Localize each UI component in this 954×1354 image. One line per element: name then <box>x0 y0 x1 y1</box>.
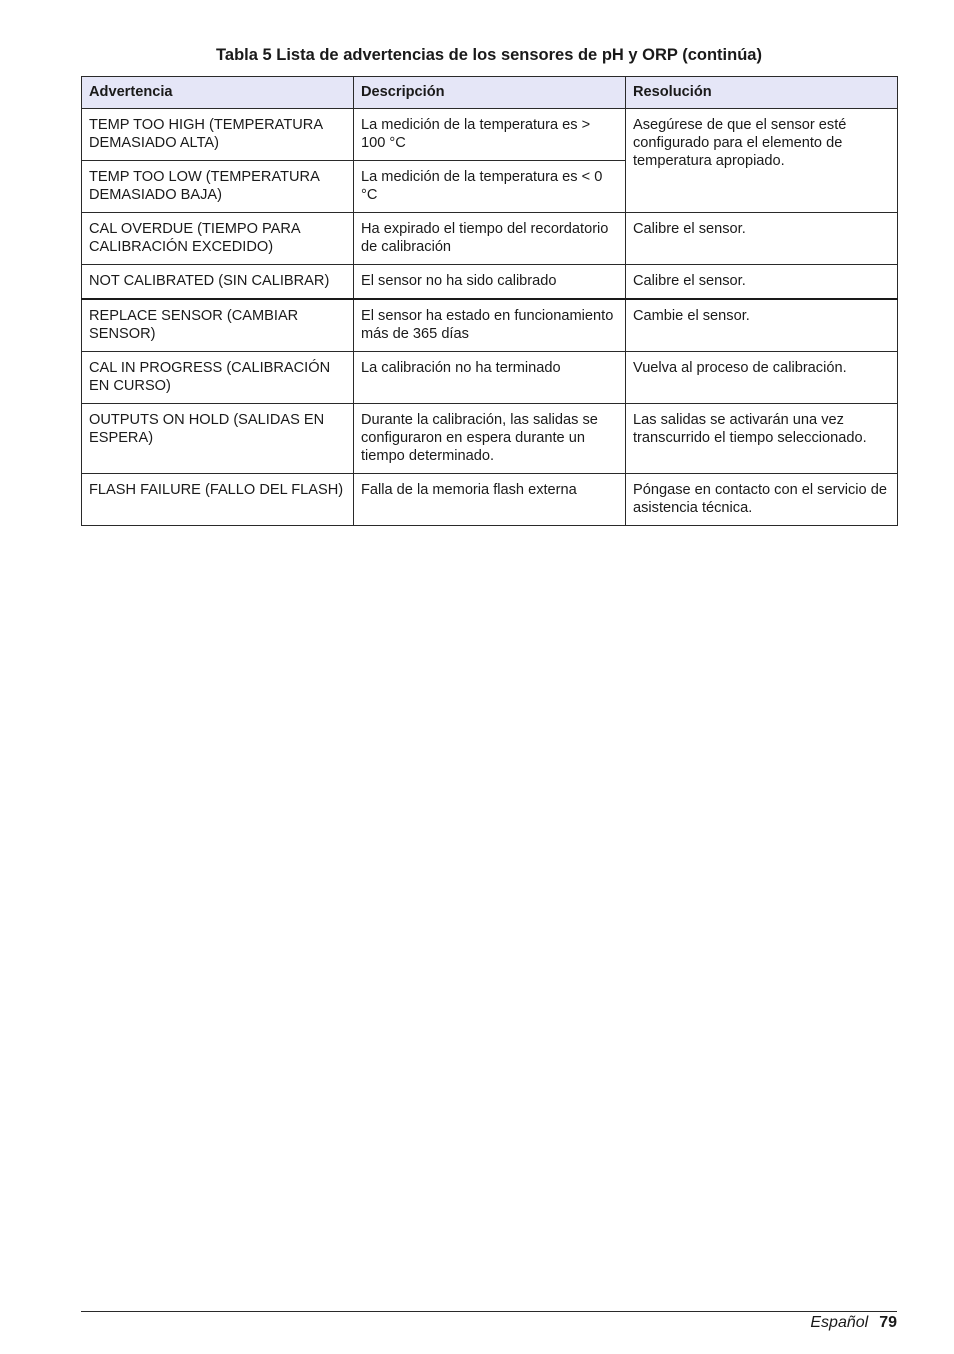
description-cell: Ha expirado el tiempo del recordatorio de calibración <box>354 213 626 265</box>
table-row <box>82 352 898 404</box>
warnings-table <box>81 76 898 526</box>
header-warning: Advertencia <box>82 77 354 109</box>
resolution-cell: Póngase en contacto con el servicio de asistencia técnica. <box>626 474 898 526</box>
description-cell: Durante la calibración, las salidas se configuraron en espera durante un tiempo determinado. <box>354 404 626 474</box>
warning-cell: TEMP TOO LOW (TEMPERATURA DEMASIADO BAJA) <box>82 161 354 213</box>
page-footer <box>810 1313 897 1333</box>
resolution-cell: Calibre el sensor. <box>626 265 898 300</box>
table-title: Tabla 5 Lista de advertencias de los sensores de pH y ORP (continúa) <box>216 46 762 64</box>
warning-cell: FLASH FAILURE (FALLO DEL FLASH) <box>82 474 354 526</box>
warning-cell: NOT CALIBRATED (SIN CALIBRAR) <box>82 265 354 300</box>
resolution-cell: Cambie el sensor. <box>626 299 898 352</box>
resolution-cell: Asegúrese de que el sensor esté configurado para el elemento de temperatura apropiado. <box>626 109 898 213</box>
warning-cell: REPLACE SENSOR (CAMBIAR SENSOR) <box>82 299 354 352</box>
description-cell: La medición de la temperatura es < 0 °C <box>354 161 626 213</box>
warning-cell: CAL IN PROGRESS (CALIBRACIÓN EN CURSO) <box>82 352 354 404</box>
warning-cell: CAL OVERDUE (TIEMPO PARA CALIBRACIÓN EXCEDIDO) <box>82 213 354 265</box>
resolution-cell: Las salidas se activarán una vez transcurrido el tiempo seleccionado. <box>626 404 898 474</box>
description-cell: Falla de la memoria flash externa <box>354 474 626 526</box>
table-row <box>82 109 898 161</box>
table-row <box>82 474 898 526</box>
warning-cell: TEMP TOO HIGH (TEMPERATURA DEMASIADO ALTA) <box>82 109 354 161</box>
header-description: Descripción <box>354 77 626 109</box>
description-cell: El sensor no ha sido calibrado <box>354 265 626 300</box>
table-row <box>82 213 898 265</box>
header-resolution: Resolución <box>626 77 898 109</box>
resolution-cell: Calibre el sensor. <box>626 213 898 265</box>
footer-divider <box>81 1311 897 1312</box>
table-row <box>82 299 898 352</box>
table-row <box>82 404 898 474</box>
page-number: 79 <box>879 1314 897 1331</box>
table-header-row <box>82 77 898 109</box>
warning-cell: OUTPUTS ON HOLD (SALIDAS EN ESPERA) <box>82 404 354 474</box>
description-cell: La calibración no ha terminado <box>354 352 626 404</box>
table-row <box>82 265 898 300</box>
resolution-cell: Vuelva al proceso de calibración. <box>626 352 898 404</box>
description-cell: El sensor ha estado en funcionamiento más de 365 días <box>354 299 626 352</box>
description-cell: La medición de la temperatura es > 100 °C <box>354 109 626 161</box>
footer-language: Español <box>810 1314 869 1331</box>
